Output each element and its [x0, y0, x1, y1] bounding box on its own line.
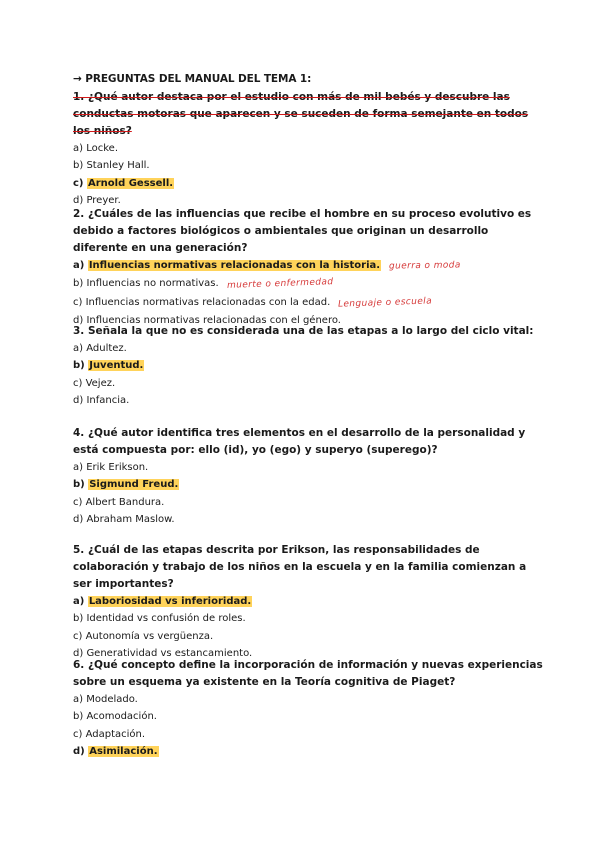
q4-option-b-correct: b) Sigmund Freud. — [73, 479, 179, 491]
q2-option-d: d) Influencias normativas relacionadas con el género. — [73, 314, 341, 326]
q5-option-c: c) Autonomía vs vergüenza. — [73, 630, 214, 642]
highlight: Juventud. — [89, 360, 144, 372]
handwritten-note: Lenguaje o escuela — [338, 295, 433, 310]
q6-option-a: a) Modelado. — [73, 694, 138, 705]
highlight: Sigmund Freud. — [89, 479, 179, 491]
q2-option-c: c) Influencias normativas relacionadas con la edad. Lenguaje o escuela — [73, 294, 543, 312]
q5-option-b: b) Identidad vs confusión de roles. — [73, 613, 246, 625]
q3-option-c: c) Vejez. — [73, 377, 116, 389]
q3-option-b-correct: b) Juventud. — [73, 360, 144, 372]
handwritten-note: guerra o moda — [388, 260, 461, 272]
q5-option-a-correct: a) Laboriosidad vs inferioridad. — [73, 596, 252, 607]
question-4-text: 4. ¿Qué autor identifica tres elementos en el desarrollo de la personalidad y está compuesta por: ello (id), yo (ego) y superyo (superego)? — [73, 427, 526, 456]
q4-option-a: a) Erik Erikson. — [73, 462, 149, 473]
highlight: Arnold Gessell. — [87, 177, 174, 189]
question-5 — [73, 542, 543, 662]
question-3-text: 3. Señala la que no es considerada una de las etapas a lo largo del ciclo vital: — [73, 325, 534, 337]
question-3 — [73, 323, 543, 409]
q4-option-c: c) Albert Bandura. — [73, 496, 165, 508]
q1-option-a: a) Locke. — [73, 143, 118, 154]
question-1 — [73, 89, 543, 209]
question-1-text: 1. ¿Qué autor destaca por el estudio con más de mil bebés y descubre las conductas motoras que aparecen y se suceden de forma semejante en todos los niños? — [73, 91, 529, 137]
section-header: → PREGUNTAS DEL MANUAL DEL TEMA 1: — [73, 73, 312, 85]
q3-option-d: d) Infancia. — [73, 394, 130, 406]
q6-option-d-correct: d) Asimilación. — [73, 745, 158, 757]
question-5-text: 5. ¿Cuál de las etapas descrita por Erikson, las responsabilidades de colaboración y trabajo de los niños en la escuela y en la familia comienzan a ser importantes? — [73, 544, 527, 590]
highlight: Influencias normativas relacionadas con la historia. — [88, 260, 381, 271]
highlight: Asimilación. — [89, 745, 158, 757]
highlight: Laboriosidad vs inferioridad. — [88, 596, 252, 607]
q2-option-a-correct: a) Influencias normativas relacionadas con la historia. guerra o moda — [73, 257, 543, 275]
q3-option-a: a) Adultez. — [73, 343, 127, 354]
q1-option-d: d) Preyer. — [73, 194, 121, 206]
question-6 — [73, 657, 543, 760]
q1-option-b: b) Stanley Hall. — [73, 160, 150, 172]
question-6-text: 6. ¿Qué concepto define la incorporación de información y nuevas experiencias sobre un esquema ya existente en la Teoría cognitiva de Piaget? — [73, 659, 543, 688]
q4-option-d: d) Abraham Maslow. — [73, 513, 175, 525]
q2-option-b: b) Influencias no normativas. muerte o enfermedad — [73, 275, 543, 293]
question-4 — [73, 425, 543, 528]
question-2 — [73, 206, 543, 329]
q6-option-b: b) Acomodación. — [73, 711, 157, 723]
handwritten-note: muerte o enfermedad — [226, 277, 334, 292]
q6-option-c: c) Adaptación. — [73, 728, 146, 740]
q1-option-c-correct: c) Arnold Gessell. — [73, 177, 174, 189]
q5-option-d: d) Generatividad vs estancamiento. — [73, 647, 253, 659]
question-2-text: 2. ¿Cuáles de las influencias que recibe el hombre en su proceso evolutivo es debido a factores biológicos o ambientales que originan un desarrollo diferente en una generación? — [73, 208, 532, 254]
